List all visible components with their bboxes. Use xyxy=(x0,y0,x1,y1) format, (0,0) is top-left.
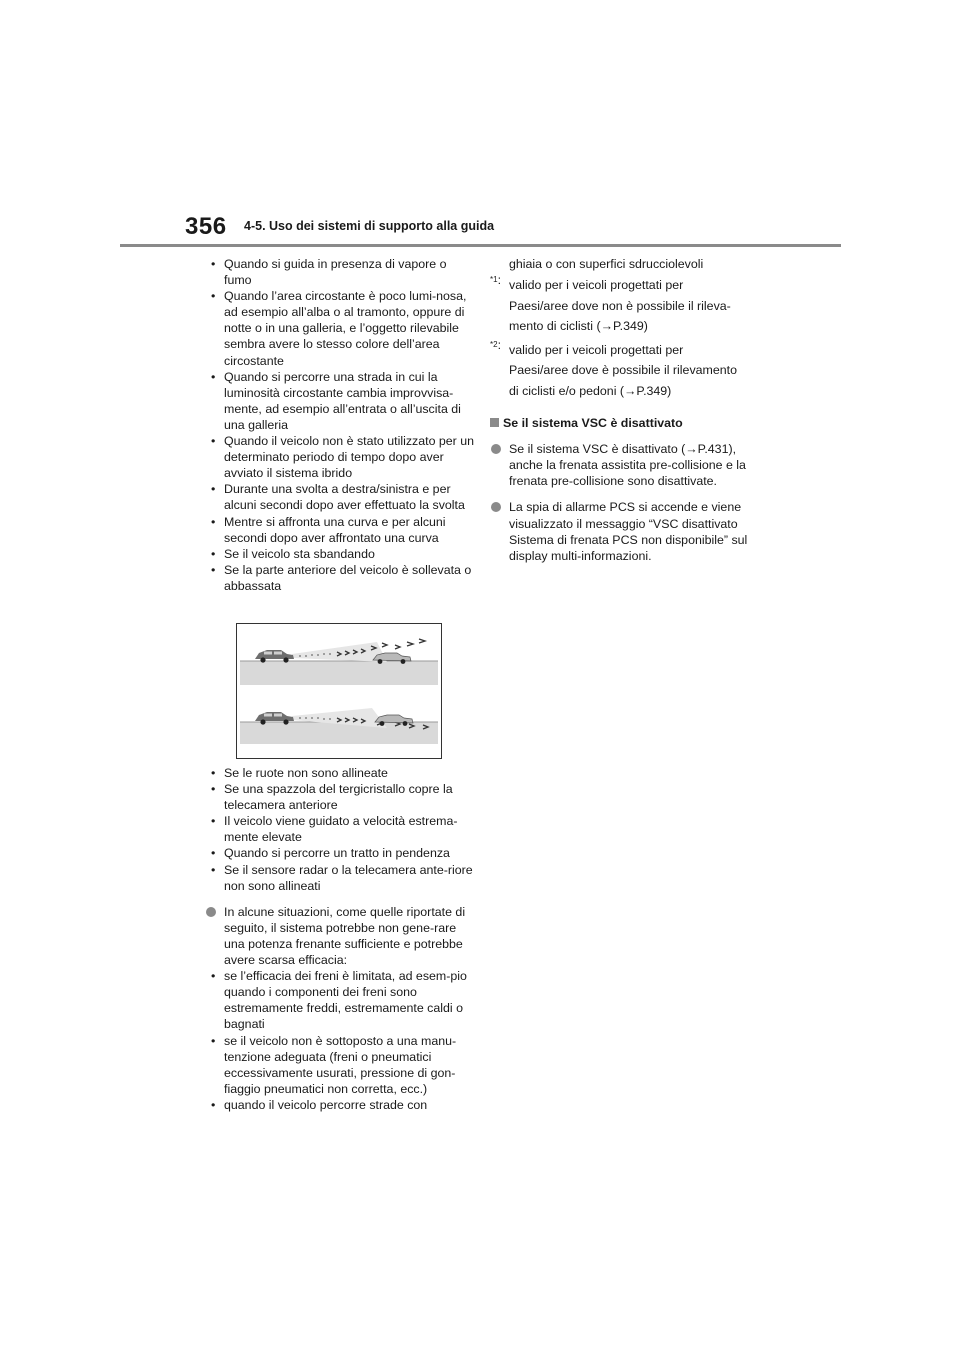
right-column xyxy=(490,256,755,564)
left-column-top xyxy=(205,256,475,594)
section-title: 4-5. Uso dei sistemi di supporto alla guida xyxy=(244,219,495,233)
list-item: • Quando l’area circostante è poco lumi-nosa, ad esempio all’alba o al tramonto, oppure di notte o in una galleria, e l’oggetto rilevabile sembra avere lo stesso colore dell’area circostante xyxy=(205,288,475,368)
footnote-1 xyxy=(490,275,755,337)
footnote-line: Paesi/aree dove non è possibile il rileva- xyxy=(509,298,731,313)
square-bullet-icon xyxy=(490,418,499,427)
braking-note xyxy=(205,904,475,1113)
vsc-item-text: La spia di allarme PCS si accende e viene visualizzato il messaggio “VSC disattivato Sistema di frenata PCS non disponibile” sul display multi-informazioni. xyxy=(509,500,748,563)
circle-bullet-icon xyxy=(491,444,501,454)
list-item: • Quando si percorre un tratto in pendenza xyxy=(205,845,475,861)
vsc-heading-text: Se il sistema VSC è disattivato xyxy=(503,416,683,431)
vehicle-illustration xyxy=(236,623,442,759)
braking-note-intro: In alcune situazioni, come quelle riportate di seguito, il sistema potrebbe non gene-rare una potenza frenante sufficiente e potrebbe avere scarsa efficacia: xyxy=(224,904,466,968)
bullet-list-conditions xyxy=(205,256,475,594)
list-item: • Se il veicolo sta sbandando xyxy=(205,546,475,562)
footnote-line: Paesi/aree dove è possibile il rilevamento xyxy=(509,363,737,378)
page-number: 356 xyxy=(185,213,227,240)
footnote-line: mento di ciclisti (→P.349) xyxy=(509,319,648,334)
list-item: • Mentre si affronta una curva e per alcuni secondi dopo aver affrontato una curva xyxy=(205,514,475,546)
footnote-line: valido per i veicoli progettati per xyxy=(509,342,684,357)
bullet-list-conditions-2 xyxy=(205,765,475,894)
footnote-line: di ciclisti e/o pedoni (→P.349) xyxy=(509,383,672,398)
list-item: • Se le ruote non sono allineate xyxy=(205,765,475,781)
road-bottom xyxy=(240,722,438,744)
list-item: • Se la parte anteriore del veicolo è sollevata o abbassata xyxy=(205,562,475,594)
list-item: • se l’efficacia dei freni è limitata, ad esem-pio quando i componenti dei freni sono estremamente freddi, estremamente caldi o bagnati xyxy=(205,968,475,1032)
footnote-mark: $^{*2}$: xyxy=(490,337,502,352)
continuation-text: ghiaia o con superfici sdrucciolevoli xyxy=(509,257,704,271)
footnote-mark: $^{*1}$: xyxy=(490,273,502,288)
radar-beam-top xyxy=(292,642,387,662)
vsc-item xyxy=(490,499,755,563)
list-item: • Quando il veicolo non è stato utilizzato per un determinato periodo di tempo dopo aver avviato il sistema ibrido xyxy=(205,433,475,481)
footnote-line: valido per i veicoli progettati per xyxy=(509,278,684,293)
circle-bullet-icon xyxy=(206,907,216,917)
circle-bullet-icon xyxy=(491,502,501,512)
list-item: • Durante una svolta a destra/sinistra e per alcuni secondi dopo aver effettuato la svolta xyxy=(205,481,475,513)
list-item: • Se il sensore radar o la telecamera ante-riore non sono allineati xyxy=(205,862,475,894)
list-item: • se il veicolo non è sottoposto a una manu-tenzione adeguata (freni o pneumatici eccessivamente usurati, pressione di gon-fiaggio pneumatici non corretta, ecc.) xyxy=(205,1033,475,1097)
list-item: • Quando si guida in presenza di vapore o fumo xyxy=(205,256,475,288)
vsc-item-text: Se il sistema VSC è disattivato (→P.431), anche la frenata assistita pre-collisione e la frenata pre-collisione sono disattivate. xyxy=(509,442,746,489)
vsc-heading xyxy=(490,415,755,431)
list-item: • quando il veicolo percorre strade con xyxy=(205,1097,475,1113)
braking-note-bullets xyxy=(205,968,475,1113)
header-rule xyxy=(120,244,841,247)
road-top xyxy=(240,661,438,685)
footnote-2 xyxy=(490,337,755,402)
list-item: • Se una spazzola del tergicristallo copre la telecamera anteriore xyxy=(205,781,475,813)
vsc-item xyxy=(490,441,755,489)
list-item: • Quando si percorre una strada in cui la luminosità circostante cambia improvvisa-mente, ad esempio all’entrata o all’uscita di una galleria xyxy=(205,369,475,433)
left-column-bottom xyxy=(205,765,475,1113)
list-item: • Il veicolo viene guidato a velocità estrema-mente elevate xyxy=(205,813,475,845)
